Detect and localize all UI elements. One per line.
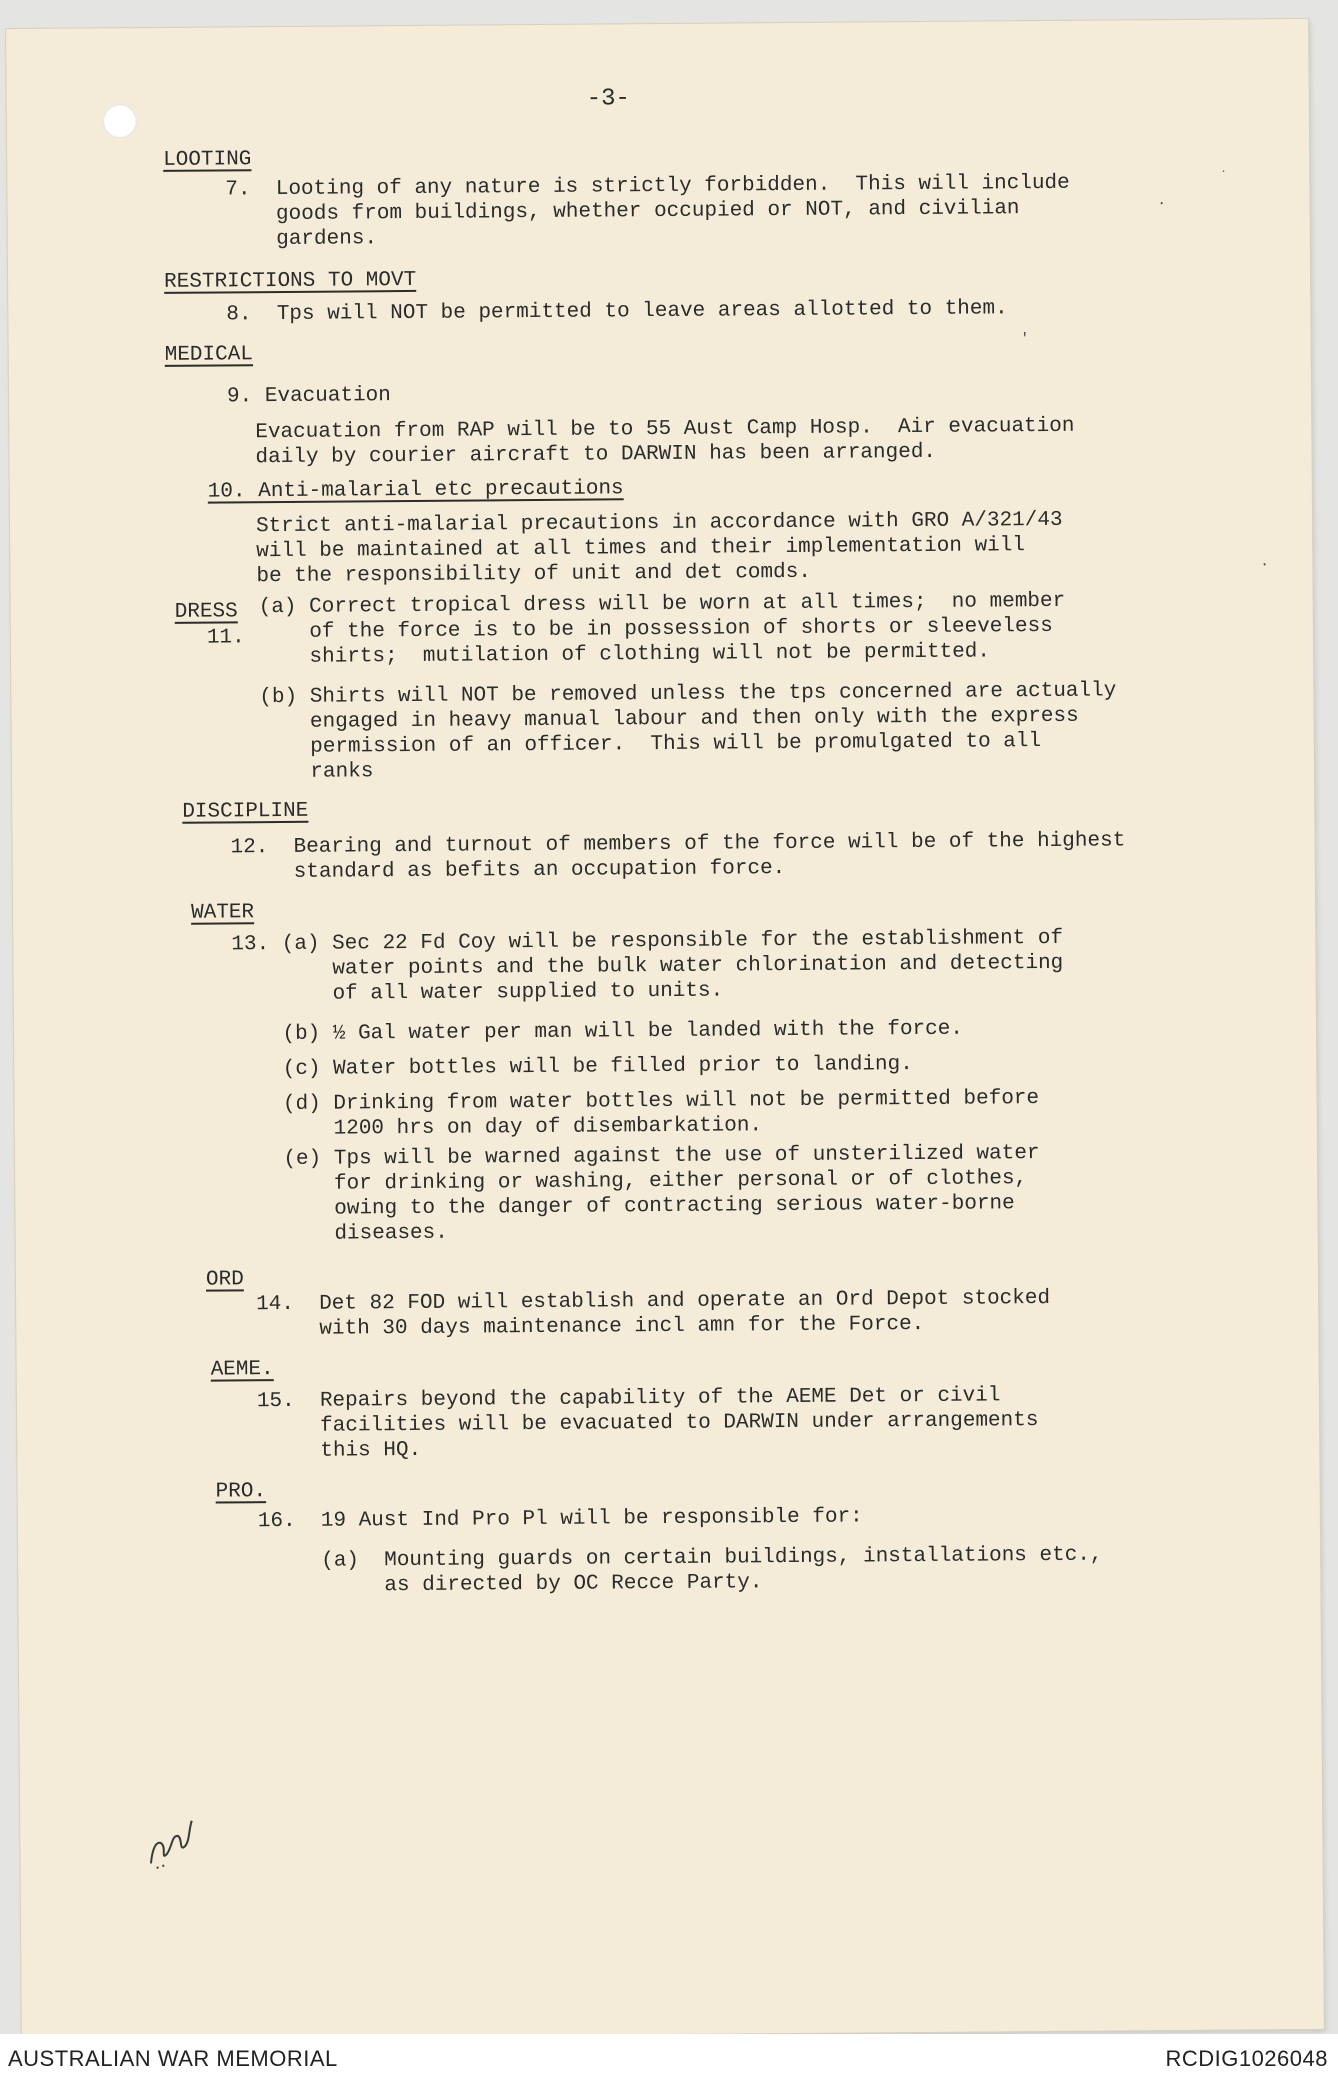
dress-a-line-1: (a) Correct tropical dress will be worn at all times; no member bbox=[258, 589, 1066, 620]
footer-source: AUSTRALIAN WAR MEMORIAL bbox=[8, 2046, 338, 2071]
water-a-line-3: of all water supplied to units. bbox=[231, 979, 724, 1007]
stray-mark: ˙ bbox=[1219, 169, 1228, 186]
document-page bbox=[6, 19, 1324, 2039]
paragraph-7-line-1: 7. Looting of any nature is strictly forbidden. This will include bbox=[225, 171, 1070, 202]
stray-mark: · bbox=[1157, 196, 1167, 213]
heading-restrictions: RESTRICTIONS TO MOVT bbox=[164, 268, 417, 294]
water-d-line-1: (d) Drinking from water bottles will not be permitted before bbox=[232, 1087, 1040, 1117]
evacuation-line-1: Evacuation from RAP will be to 55 Aust Camp Hosp. Air evacuation bbox=[255, 414, 1075, 445]
pro-line-2: (a) Mounting guards on certain buildings, installations etc., bbox=[258, 1543, 1103, 1574]
dress-number: 11. bbox=[206, 626, 245, 650]
aeme-line-2: facilities will be evacuated to DARWIN under arrangements bbox=[257, 1409, 1039, 1439]
stray-mark: · bbox=[1260, 557, 1269, 574]
pro-line-3: as directed by OC Recce Party. bbox=[258, 1571, 763, 1599]
footer-bar bbox=[0, 2034, 1338, 2082]
aeme-line-1: 15. Repairs beyond the capability of the AEME Det or civil bbox=[256, 1384, 1001, 1414]
subheading-evacuation: 9. Evacuation bbox=[226, 384, 391, 409]
antimalarial-line-1: Strict anti-malarial precautions in accordance with GRO A/321/43 bbox=[255, 508, 1063, 539]
heading-dress: DRESS bbox=[174, 600, 238, 624]
dress-b-line-1: (b) Shirts will NOT be removed unless the tps concerned are actually bbox=[259, 679, 1117, 710]
evacuation-line-2: daily by courier aircraft to DARWIN has been arranged. bbox=[255, 440, 937, 470]
water-e-line-3: owing to the danger of contracting serious water-borne bbox=[233, 1192, 1015, 1222]
dress-b-line-4: ranks bbox=[259, 760, 374, 785]
dress-a-line-3: shirts; mutilation of clothing will not be permitted. bbox=[258, 640, 991, 670]
heading-discipline: DISCIPLINE bbox=[182, 799, 309, 824]
heading-medical: MEDICAL bbox=[164, 343, 254, 367]
water-d-line-2: 1200 hrs on day of disembarkation. bbox=[232, 1114, 763, 1142]
antimalarial-line-3: be the responsibility of unit and det comds. bbox=[256, 560, 812, 589]
aeme-line-3: this HQ. bbox=[257, 1438, 422, 1464]
discipline-line-1: 12. Bearing and turnout of members of the force will be of the highest bbox=[230, 829, 1126, 860]
stray-mark: ' bbox=[1020, 331, 1030, 348]
water-b: (b) ½ Gal water per man will be landed with the force. bbox=[231, 1017, 964, 1047]
heading-ord: ORD bbox=[205, 1268, 244, 1292]
discipline-line-2: standard as befits an occupation force. bbox=[230, 857, 786, 885]
paragraph-7-line-2: goods from buildings, whether occupied or NOT, and civilian bbox=[225, 197, 1020, 227]
heading-aeme: AEME. bbox=[210, 1358, 274, 1382]
dress-b-line-2: engaged in heavy manual labour and then only with the express bbox=[259, 704, 1079, 735]
page-number: -3- bbox=[586, 85, 631, 113]
footer-record-id: RCDIG1026048 bbox=[1165, 2046, 1328, 2071]
water-e-line-2: for drinking or washing, either personal or of clothes, bbox=[233, 1167, 1028, 1197]
water-e-line-4: diseases. bbox=[233, 1221, 448, 1247]
heading-pro: PRO. bbox=[215, 1480, 267, 1504]
dress-a-line-2: of the force is to be in possession of shorts or sleeveless bbox=[258, 614, 1053, 645]
punch-hole bbox=[103, 104, 137, 138]
water-a-line-1: 13. (a) Sec 22 Fd Coy will be responsible for the establishment of bbox=[231, 926, 1064, 957]
heading-water: WATER bbox=[190, 901, 255, 925]
paragraph-8: 8. Tps will NOT be permitted to leave areas allotted to them. bbox=[226, 297, 1008, 327]
antimalarial-line-2: will be maintained at all times and their implementation will bbox=[256, 534, 1026, 564]
ord-line-1: 14. Det 82 FOD will establish and operate an Ord Depot stocked bbox=[256, 1286, 1051, 1317]
dress-b-line-3: permission of an officer. This will be promulgated to all bbox=[259, 730, 1042, 760]
paragraph-7-line-3: gardens. bbox=[225, 227, 378, 252]
water-e-line-1: (e) Tps will be warned against the use of unsterilized water bbox=[232, 1142, 1040, 1172]
water-a-line-2: water points and the bulk water chlorination and detecting bbox=[231, 951, 1064, 982]
pro-line-1: 16. 19 Aust Ind Pro Pl will be responsible for: bbox=[257, 1505, 863, 1534]
water-c: (c) Water bottles will be filled prior to landing. bbox=[232, 1053, 913, 1082]
subheading-antimalarial: 10. Anti-malarial etc precautions bbox=[207, 477, 624, 504]
ord-line-2: with 30 days maintenance incl amn for the Force. bbox=[256, 1312, 925, 1342]
heading-looting: LOOTING bbox=[163, 148, 252, 172]
